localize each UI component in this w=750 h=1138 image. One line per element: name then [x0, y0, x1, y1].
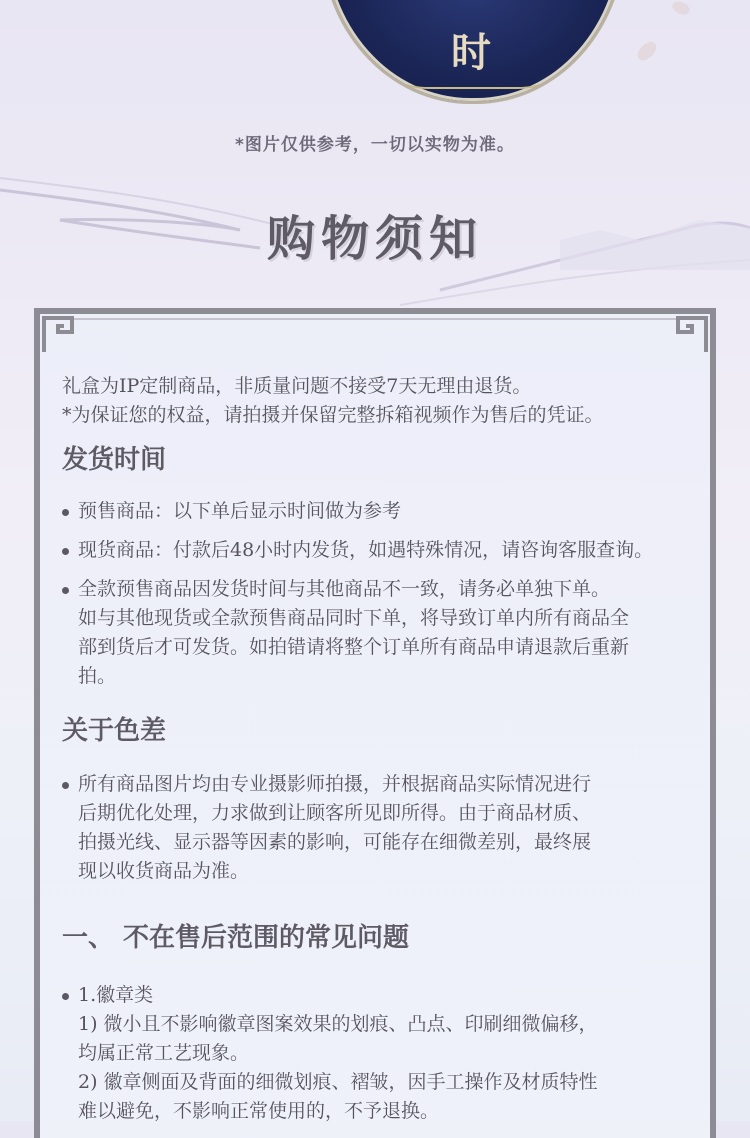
- list-item: [62, 770, 702, 886]
- petal-decoration: [635, 38, 659, 64]
- list-item-text: 如与其他现货或全款预售商品同时下单，将导致订单内所有商品全: [78, 607, 630, 629]
- list-item: [62, 981, 702, 1126]
- list-item-text: 难以避免，不影响正常使用的，不予退换。: [78, 1100, 440, 1122]
- image-disclaimer: *图片仅供参考，一切以实物为准。: [235, 135, 515, 155]
- color-difference-heading: 关于色差: [62, 716, 167, 746]
- list-item-text: 拍摄光线、显示器等因素的影响，可能存在细微差别，最终展: [78, 831, 592, 853]
- list-item-text: 1) 微小且不影响徽章图案效果的划痕、凸点、印刷细微偏移，: [78, 1013, 598, 1035]
- shipping-heading: 发货时间: [62, 445, 167, 475]
- list-item-text: 1.徽章类: [78, 984, 154, 1006]
- intro-text: [62, 372, 702, 430]
- after-sales-heading: 一、 不在售后范围的常见问题: [62, 923, 410, 953]
- medallion-glyph: 时: [451, 29, 491, 76]
- list-item: [62, 497, 702, 526]
- list-item-text: 2) 徽章侧面及背面的细微划痕、褶皱，因手工操作及材质特性: [78, 1071, 598, 1093]
- intro-line: *为保证您的权益，请拍摄并保留完整拆箱视频作为售后的凭证。: [62, 404, 604, 426]
- list-item-text: 现以收货商品为准。: [78, 860, 250, 882]
- list-item-text: 全款预售商品因发货时间与其他商品不一致，请务必单独下单。: [78, 578, 611, 600]
- list-item-text: 预售商品：以下单后显示时间做为参考: [78, 500, 402, 522]
- fret-corner-icon: [670, 308, 716, 354]
- list-item-text: 所有商品图片均由专业摄影师拍摄，并根据商品实际情况进行: [78, 773, 592, 795]
- notice-content: [62, 372, 702, 1126]
- list-item-text: 部到货后才可发货。如拍错请将整个订单所有商品申请退款后重新: [78, 636, 630, 658]
- list-item-text: 均属正常工艺现象。: [78, 1042, 250, 1064]
- shipping-list: [62, 497, 702, 691]
- fret-corner-icon: [34, 308, 80, 354]
- after-sales-list: [62, 981, 702, 1126]
- intro-line: 礼盒为IP定制商品，非质量问题不接受7天无理由退货。: [62, 375, 532, 397]
- color-difference-list: [62, 770, 702, 886]
- product-image-medallion: [320, 0, 626, 104]
- page-title: 购物须知: [266, 211, 483, 267]
- list-item-text: 后期优化处理，力求做到让顾客所见即所得。由于商品材质、: [78, 802, 592, 824]
- list-item: [62, 536, 702, 565]
- petal-decoration: [670, 0, 692, 18]
- list-item-text: 现货商品：付款后48小时内发货，如遇特殊情况，请咨询客服查询。: [78, 539, 654, 561]
- list-item-text: 拍。: [78, 665, 117, 687]
- list-item: [62, 575, 702, 691]
